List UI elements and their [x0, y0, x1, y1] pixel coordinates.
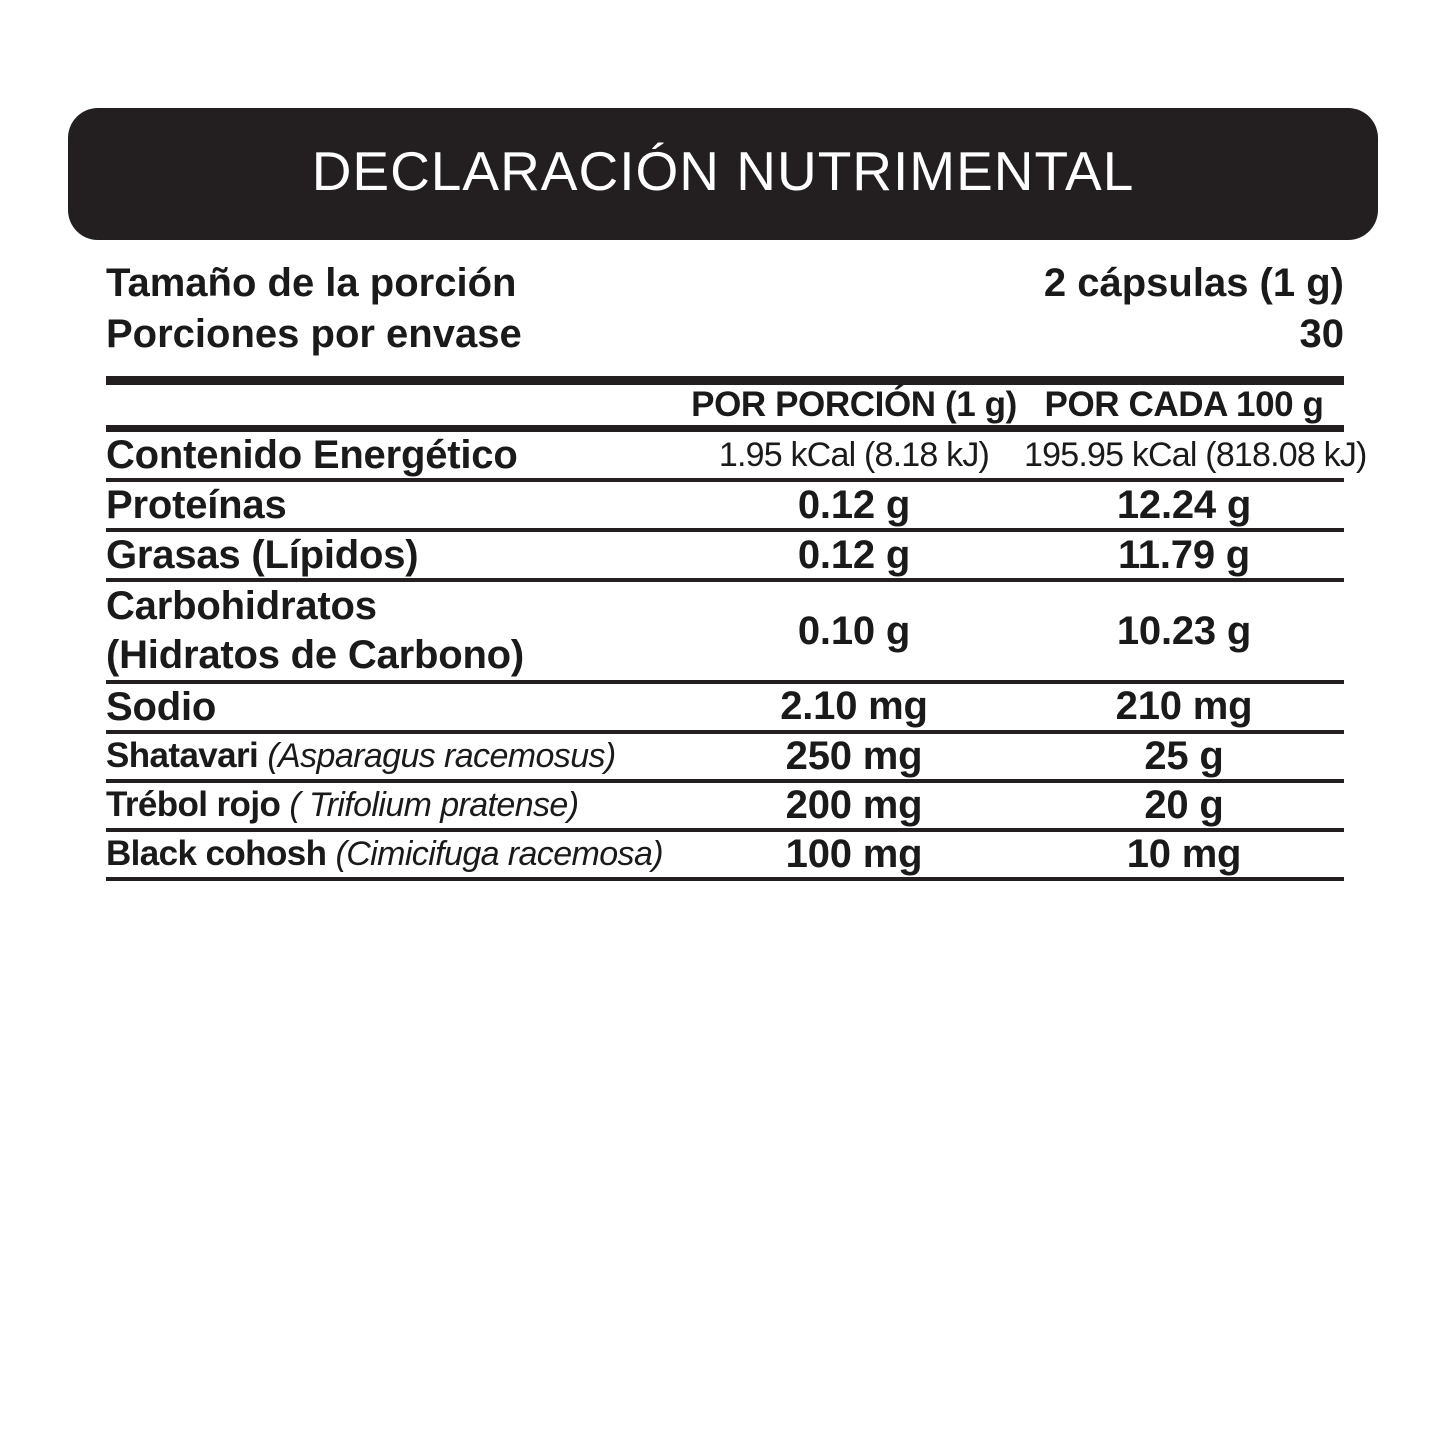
nutrient-latin-name: ( Trifolium pratense) — [289, 786, 579, 825]
column-header-per-serving: POR PORCIÓN (1 g) — [691, 385, 1017, 425]
serving-info — [68, 258, 1378, 360]
serving-size-value: 2 cápsulas (1 g) — [1043, 261, 1344, 305]
nutrient-label — [106, 830, 684, 877]
nutrient-per-serving: 200 mg — [684, 781, 1024, 830]
nutrient-latin-name: (Asparagus racemosus) — [267, 737, 616, 776]
nutrient-label: Proteínas — [106, 480, 684, 530]
table-row — [106, 432, 1344, 480]
nutrient-per-100g: 210 mg — [1024, 682, 1344, 732]
nutrient-label — [106, 781, 684, 830]
page-title: DECLARACIÓN NUTRIMENTAL — [311, 139, 1135, 202]
nutrition-table-body — [106, 432, 1367, 877]
nutrient-latin-name: (Cimicifuga racemosa) — [335, 835, 663, 874]
table-row — [106, 580, 1344, 682]
nutrient-per-serving: 1.95 kCal (8.18 kJ) — [718, 435, 990, 474]
nutrient-per-serving: 0.12 g — [684, 530, 1024, 580]
table-row — [106, 480, 1344, 530]
servings-per-container-row — [106, 309, 1344, 360]
nutrient-name: Trébol rojo — [106, 785, 290, 825]
serving-size-row — [106, 258, 1344, 309]
nutrient-label — [106, 732, 684, 781]
servings-per-container-label: Porciones por envase — [106, 312, 522, 357]
nutrient-per-serving: 2.10 mg — [684, 682, 1024, 732]
table-row — [106, 830, 1344, 877]
nutrient-per-serving: 250 mg — [684, 732, 1024, 781]
nutrient-label: Sodio — [106, 682, 684, 732]
nutrient-per-serving: 100 mg — [684, 830, 1024, 877]
nutrition-title-bar — [68, 108, 1378, 240]
nutrient-per-100g: 11.79 g — [1024, 530, 1344, 580]
divider-medium-header — [106, 425, 1344, 432]
divider-bottom — [106, 877, 1344, 881]
nutrition-facts-panel — [68, 108, 1378, 881]
nutrient-label — [106, 580, 684, 682]
serving-size-label: Tamaño de la porción — [106, 261, 517, 305]
nutrient-per-serving: 0.10 g — [684, 580, 1024, 682]
nutrient-per-100g: 25 g — [1024, 732, 1344, 781]
nutrient-label-line1: Carbohidratos — [106, 584, 377, 629]
nutrient-per-100g: 20 g — [1024, 781, 1344, 830]
table-row — [106, 530, 1344, 580]
nutrient-per-100g: 10 mg — [1024, 830, 1344, 877]
nutrient-per-100g: 195.95 kCal (818.08 kJ) — [1024, 435, 1367, 474]
nutrient-per-100g: 12.24 g — [1024, 480, 1344, 530]
nutrient-name: Black cohosh — [106, 834, 336, 874]
nutrient-label: Grasas (Lípidos) — [106, 530, 684, 580]
nutrient-name: Shatavari — [106, 736, 268, 776]
nutrient-per-serving: 0.12 g — [684, 480, 1024, 530]
table-row — [106, 682, 1344, 732]
table-row — [106, 781, 1344, 830]
nutrient-per-100g: 10.23 g — [1024, 580, 1344, 682]
nutrition-table — [106, 385, 1344, 425]
nutrient-label-line2: (Hidratos de Carbono) — [106, 633, 525, 678]
servings-per-container-value: 30 — [1299, 312, 1344, 357]
column-header-nutrient — [106, 385, 684, 425]
table-row — [106, 732, 1344, 781]
table-header-row — [106, 385, 1344, 425]
nutrient-label: Contenido Energético — [106, 433, 518, 478]
column-header-per-100g: POR CADA 100 g — [1044, 385, 1324, 425]
